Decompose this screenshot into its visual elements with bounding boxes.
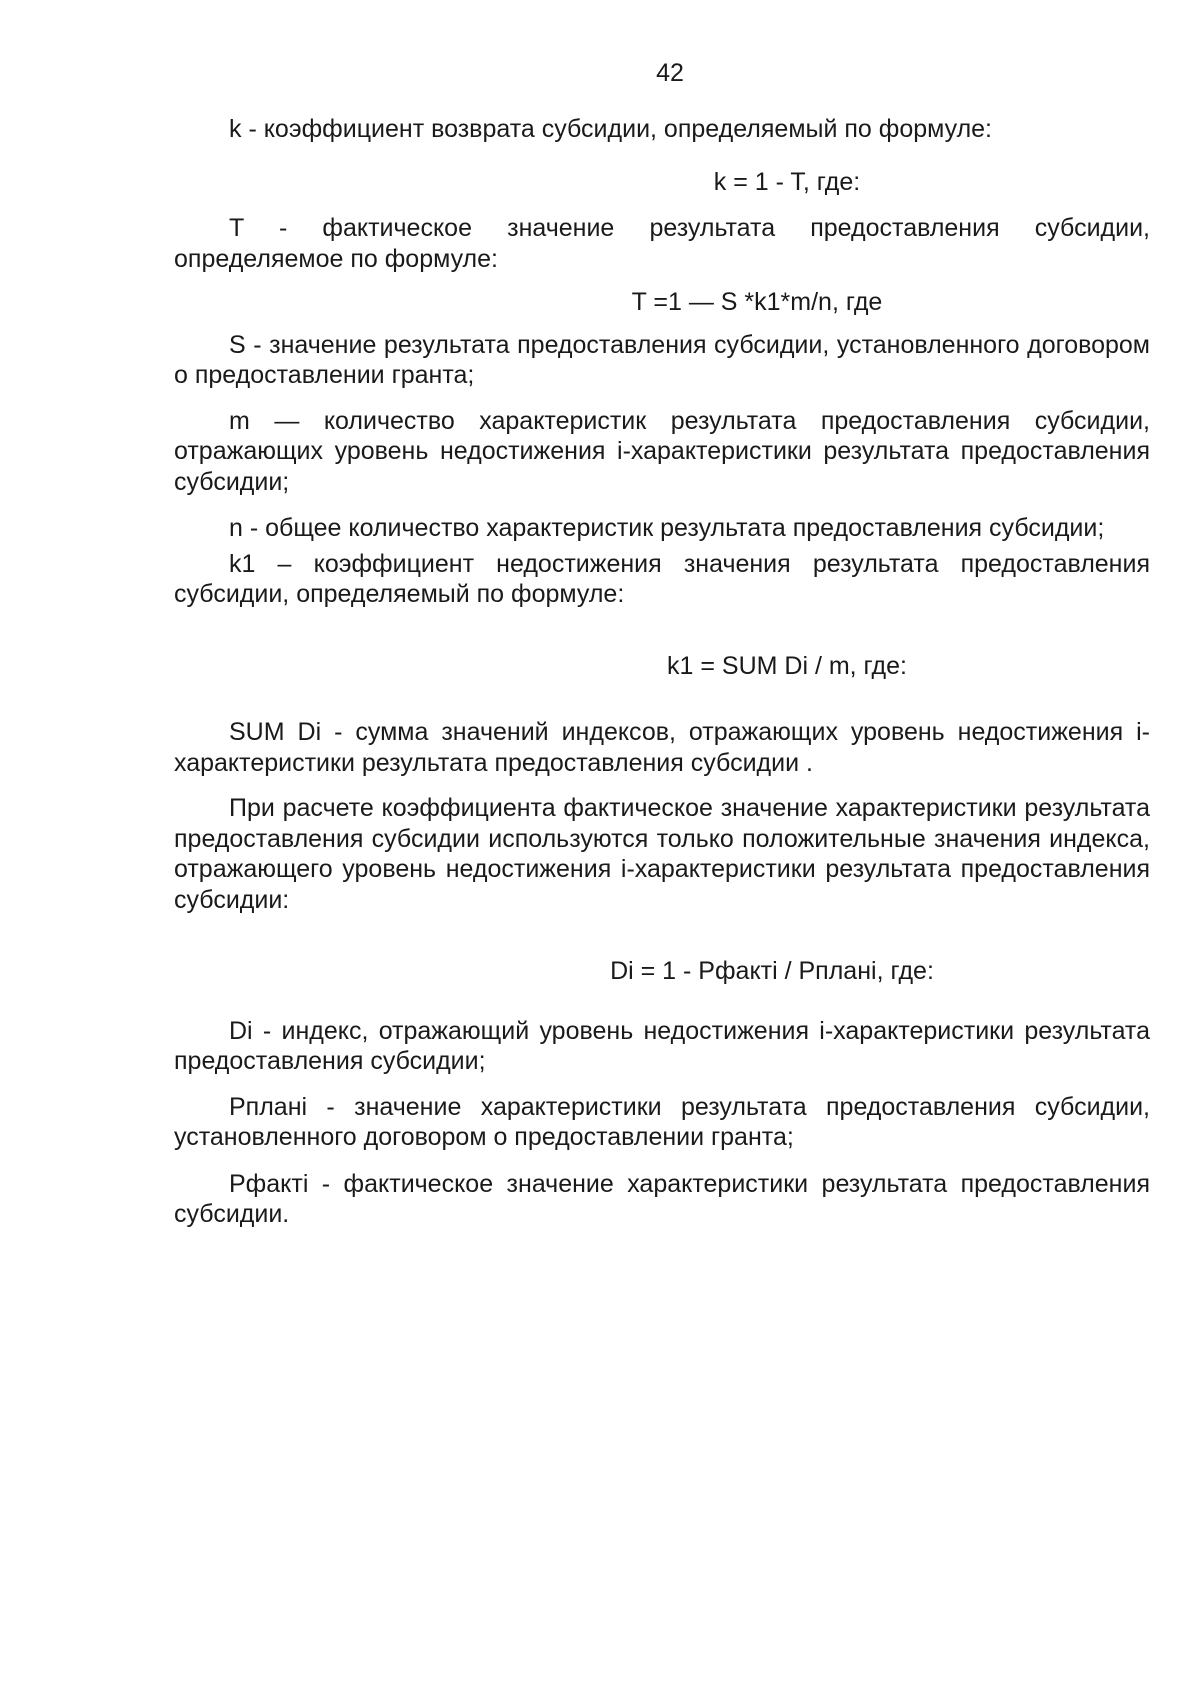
formula-di: Di = 1 - Pфактi / Pпланi, где: (610, 957, 934, 985)
paragraph-m-definition: m — количество характеристик результата предоставления субсидии, отражающих уровень недостижения i-характеристики результата предоставления субсидии; (174, 406, 1150, 496)
formula-k: k = 1 - T, где: (713, 167, 861, 196)
paragraph-n-definition: n - общее количество характеристик результата предоставления субсидии; (229, 514, 1105, 542)
paragraph-k-definition: k - коэффициент возврата субсидии, определяемый по формуле: (229, 115, 993, 143)
formula-t: T =1 — S *k1*m/n, где (631, 288, 883, 316)
paragraph-calculation-note: При расчете коэффициента фактическое значение характеристики результата предоставления субсидии используются только положительные значения индекса, отражающего уровень недостижения i-характеристики результата предоставления субсидии: (174, 794, 1150, 914)
paragraph-di-definition: Di - индекс, отражающий уровень недостижения i-характеристики результата предоставления субсидии; (174, 1016, 1150, 1075)
paragraph-fact-definition: Pфактi - фактическое значение характеристики результата предоставления субсидии. (174, 1169, 1150, 1228)
paragraph-k1-definition: k1 – коэффициент недостижения значения результата предоставления субсидии, определяемый по формуле: (174, 549, 1150, 608)
paragraph-s-definition: S - значение результата предоставления субсидии, установленного договором о предоставлении гранта; (174, 330, 1150, 389)
document-body (174, 114, 1150, 1230)
paragraph-t-definition: T - фактическое значение результата предоставления субсидии, определяемое по формуле: (174, 214, 1150, 273)
paragraph-sum-di-definition: SUM Di - сумма значений индексов, отражающих уровень недостижения i-характеристики результата предоставления субсидии . (174, 718, 1150, 777)
page-number: 42 (656, 59, 684, 87)
paragraph-plan-definition: Pпланi - значение характеристики результата предоставления субсидии, установленного договором о предоставлении гранта; (174, 1092, 1150, 1151)
formula-k1: k1 = SUM Di / m, где: (667, 651, 907, 680)
